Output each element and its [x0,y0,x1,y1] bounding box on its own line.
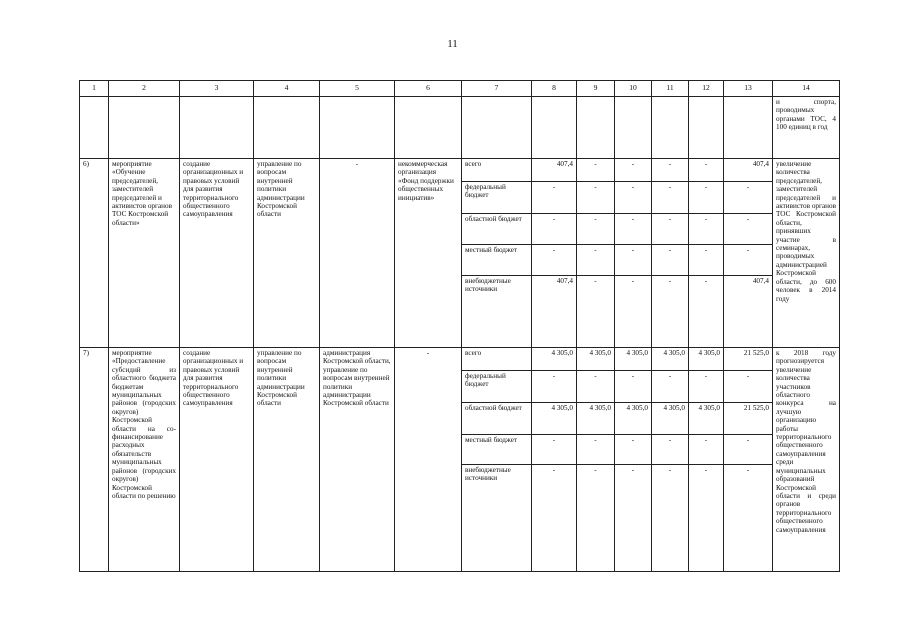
header-cell: 6 [395,81,462,97]
result-cell: увеличение количества председателей, заместителей председателей и активистов органов ТОС Костромской области, принявших участие в семинарах, проводимых администрацией Костромской области, до 600 человек в 2014 году [773,159,840,348]
value-cell: - [615,182,652,214]
value-cell: - [652,159,689,182]
value-cell: - [724,371,773,403]
value-cell: - [689,371,724,403]
value-cell: 4 305,0 [689,403,724,435]
value-cell: - [615,465,652,572]
header-cell: 1 [80,81,109,97]
value-cell: - [532,214,577,245]
row-number: 7) [80,348,109,572]
value-cell: - [724,435,773,465]
value-cell: 21 525,0 [724,403,773,435]
table-row [80,159,840,182]
value-cell: - [577,465,615,572]
value-cell: 4 305,0 [652,348,689,371]
table-row [80,348,840,371]
value-cell: - [724,182,773,214]
value-cell: 407,4 [532,276,577,348]
value-cell: 407,4 [724,276,773,348]
value-cell: - [615,214,652,245]
value-cell: 4 305,0 [532,403,577,435]
header-cell: 10 [615,81,652,97]
value-cell: - [724,214,773,245]
goal-cell: создание организационных и правовых условий для развития территориального общественного самоуправления [180,159,254,348]
value-cell: - [532,182,577,214]
header-cell: 14 [773,81,840,97]
value-cell: 4 305,0 [577,348,615,371]
value-cell: - [577,276,615,348]
header-cell: 5 [320,81,395,97]
value-cell: - [577,371,615,403]
goal-cell: создание организационных и правовых условий для развития территориального общественного самоуправления [180,348,254,572]
result-cell: к 2018 году прогнозируется увеличение количества участников областного конкурса на лучшую организацию работы территориального общественного самоуправления среди муниципальных образований Костромской области и среди органов территориального общественного самоуправления [773,348,840,572]
value-cell: - [577,182,615,214]
value-cell: - [724,245,773,276]
value-cell: - [689,276,724,348]
value-cell: - [652,435,689,465]
value-cell: - [577,214,615,245]
value-cell: - [532,245,577,276]
value-cell: - [532,465,577,572]
source-label: всего [462,159,532,182]
header-cell: 7 [462,81,532,97]
value-cell: 4 305,0 [615,403,652,435]
value-cell: - [652,276,689,348]
source-label: местный бюджет [462,435,532,465]
value-cell: - [615,159,652,182]
co-executor-cell: - [320,159,395,348]
value-cell: - [577,159,615,182]
value-cell: - [577,435,615,465]
source-label: внебюджетные источники [462,465,532,572]
value-cell: - [532,371,577,403]
value-cell: - [652,371,689,403]
header-cell: 2 [109,81,180,97]
value-cell: 4 305,0 [689,348,724,371]
value-cell: - [577,245,615,276]
executor-cell: управление по вопросам внутренней политики администрации Костромской области [254,159,320,348]
value-cell: 21 525,0 [724,348,773,371]
value-cell: - [615,276,652,348]
executor-cell: управление по вопросам внутренней политики администрации Костромской области [254,348,320,572]
participant-cell: - [395,348,462,572]
header-cell: 4 [254,81,320,97]
value-cell: - [652,245,689,276]
source-label: федеральный бюджет [462,371,532,403]
value-cell: - [689,182,724,214]
value-cell: - [724,465,773,572]
source-label: федеральный бюджет [462,182,532,214]
page-number: 11 [447,38,458,50]
value-cell: - [615,245,652,276]
value-cell: - [689,214,724,245]
event-cell: мероприятие «Предоставление субсидий из областного бюджета бюджетам муниципальных районов (городских округов) Костромской области на со-финансирование расходных обязательств муниципальных районов (городских округов) Костромской области по решению [109,348,180,572]
value-cell: 4 305,0 [532,348,577,371]
continuation-row [80,97,840,159]
source-label: всего [462,348,532,371]
header-cell: 9 [577,81,615,97]
value-cell: 4 305,0 [577,403,615,435]
value-cell: 4 305,0 [615,348,652,371]
header-cell: 3 [180,81,254,97]
co-executor-cell: администрация Костромской области, управление по вопросам внутренней политики администрации Костромской области [320,348,395,572]
source-label: внебюджетные источники [462,276,532,348]
value-cell: - [652,465,689,572]
header-cell: 8 [532,81,577,97]
header-cell: 12 [689,81,724,97]
source-label: местный бюджет [462,245,532,276]
program-table [79,80,840,572]
value-cell: - [615,371,652,403]
value-cell: - [689,465,724,572]
value-cell: - [532,435,577,465]
value-cell: 407,4 [532,159,577,182]
value-cell: - [615,435,652,465]
result-cell: и спорта, проводимых органами ТОС, 4 100 единиц в год [773,97,840,159]
value-cell: 4 305,0 [652,403,689,435]
header-cell: 11 [652,81,689,97]
value-cell: - [689,435,724,465]
participant-cell: некоммерческая организация «Фонд поддержки общественных инициатив» [395,159,462,348]
header-row [80,81,840,97]
header-cell: 13 [724,81,773,97]
value-cell: - [689,245,724,276]
value-cell: - [652,182,689,214]
row-number: 6) [80,159,109,348]
source-label: областной бюджет [462,403,532,435]
value-cell: - [652,214,689,245]
source-label: областной бюджет [462,214,532,245]
value-cell: 407,4 [724,159,773,182]
value-cell: - [689,159,724,182]
event-cell: мероприятие «Обучение председателей, заместителей председателей и активистов органов ТОС Костромской области» [109,159,180,348]
